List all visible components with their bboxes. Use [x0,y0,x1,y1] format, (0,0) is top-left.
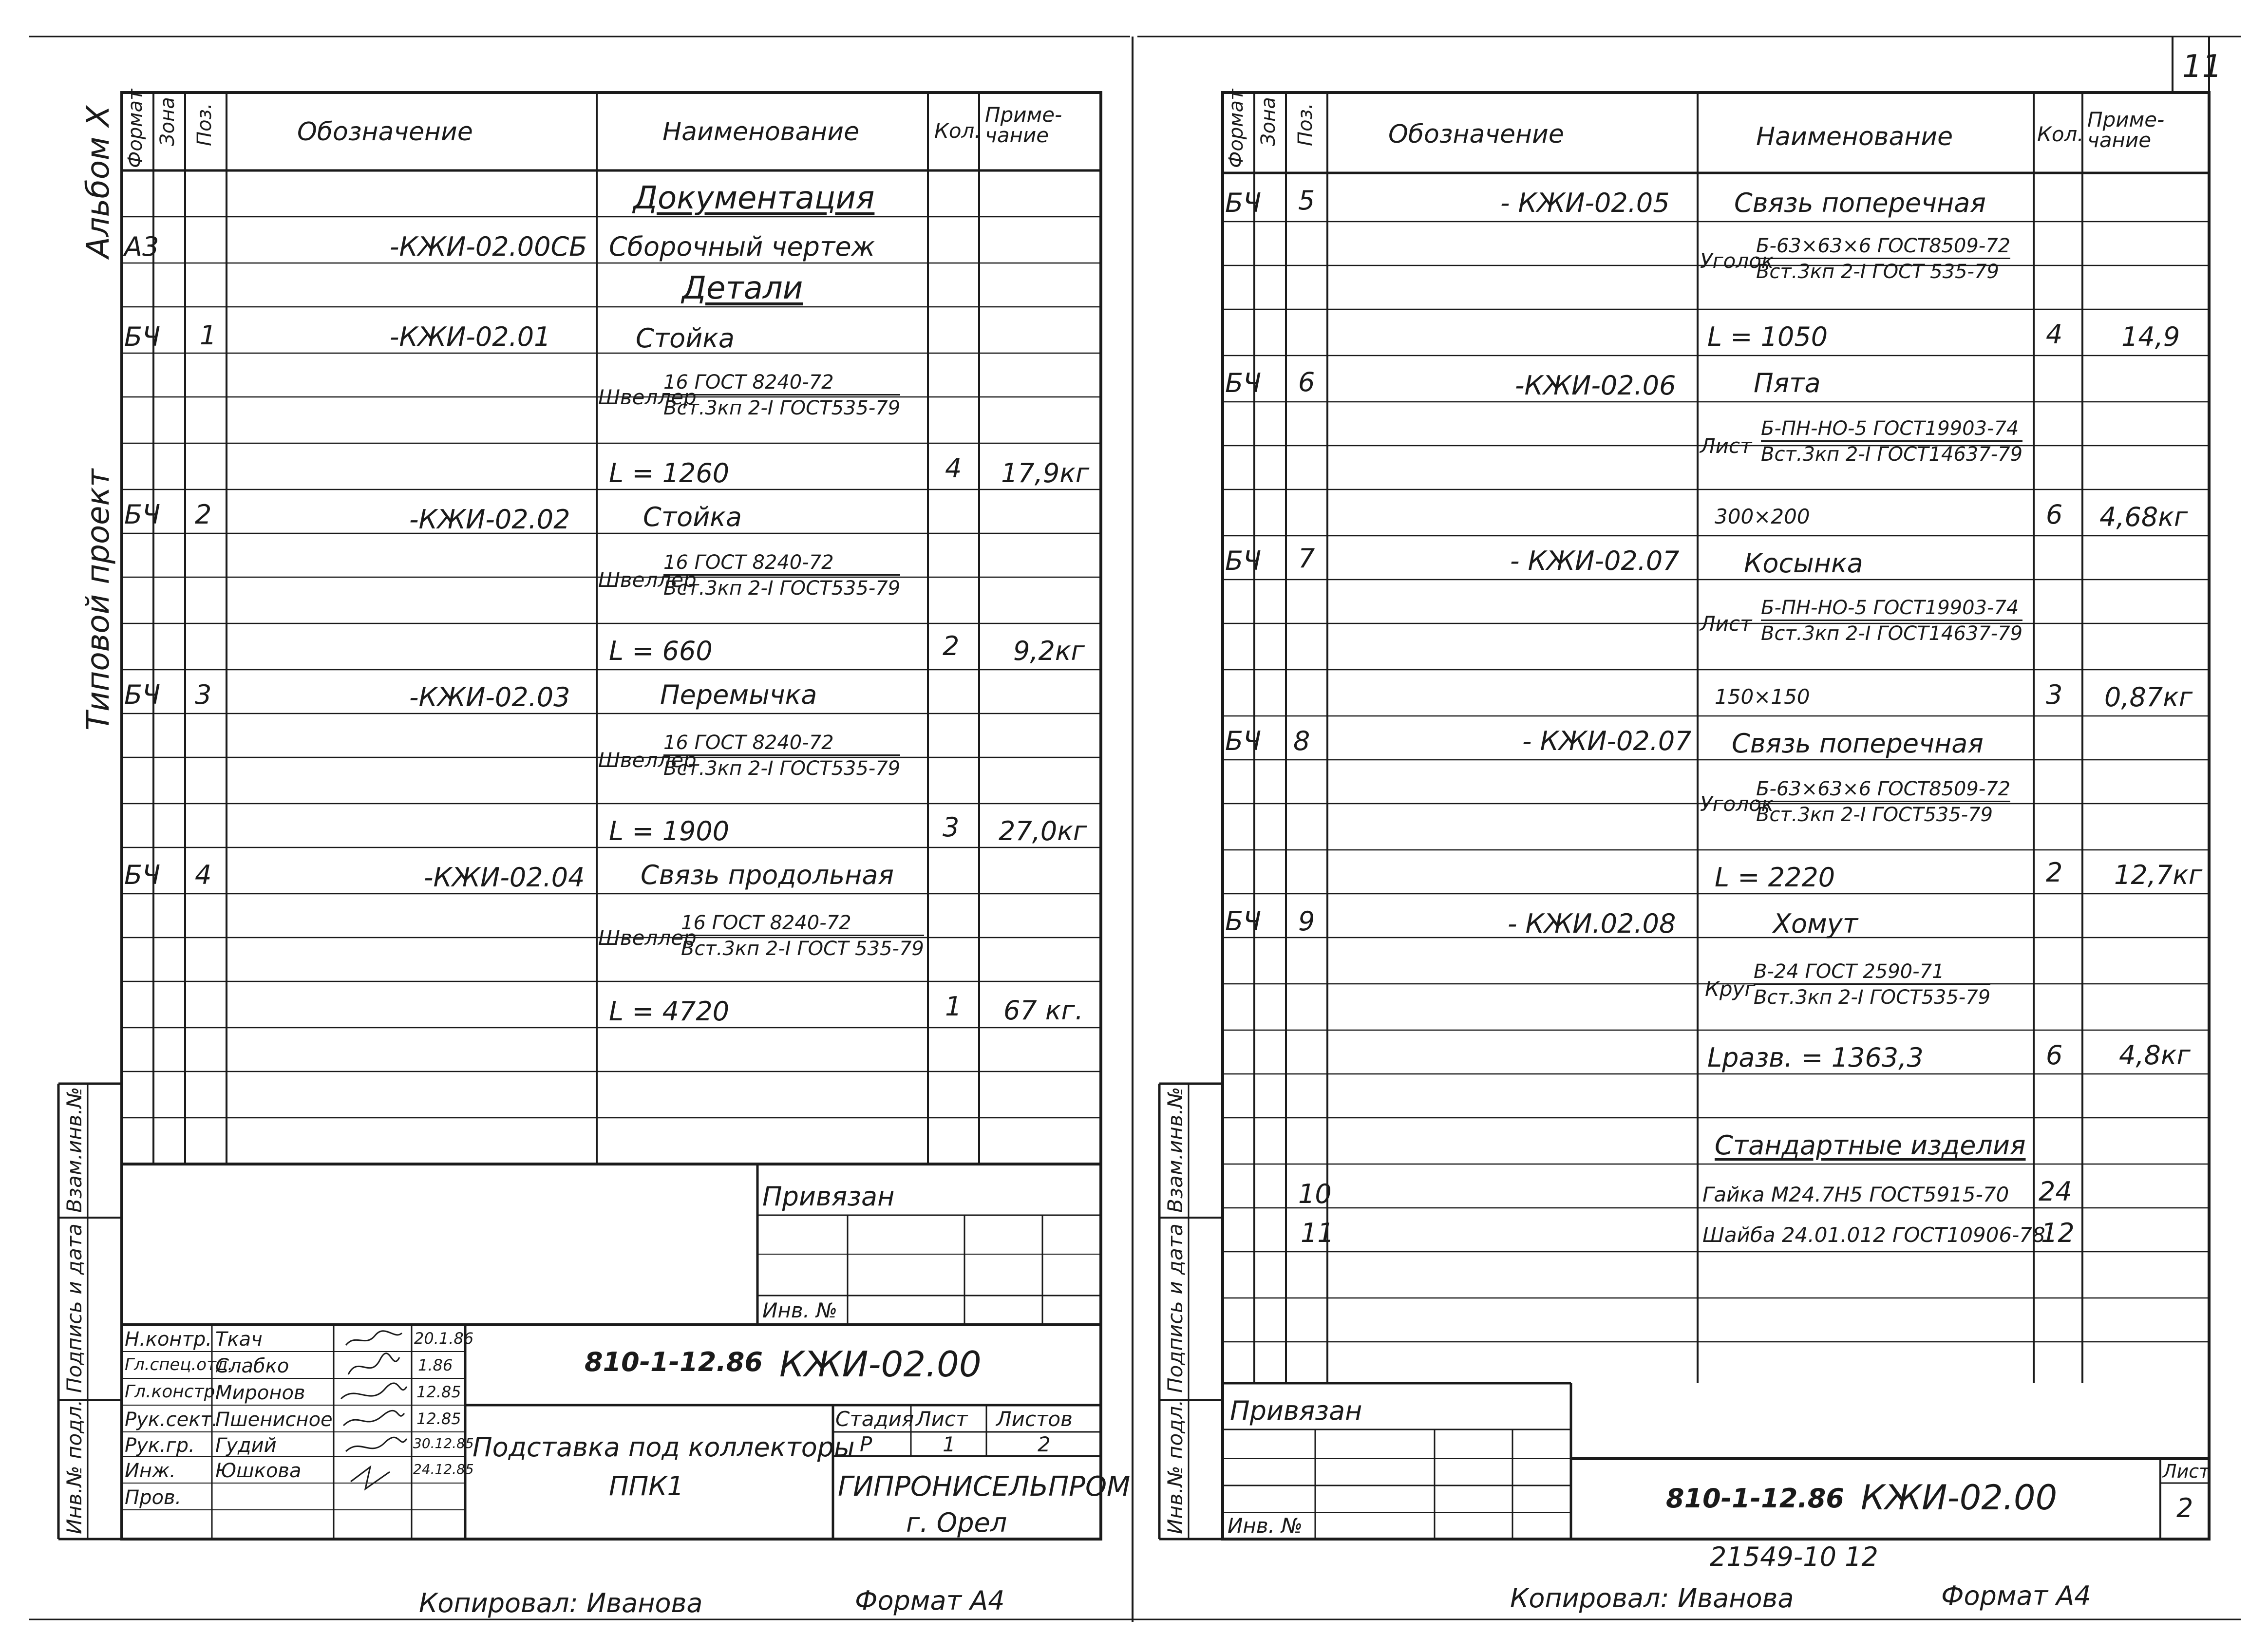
date-6: 24.12.85 [413,1461,474,1477]
part6-designation: -КЖИ-02.06 [1515,370,1676,401]
part7-profile: Лист [1700,612,1752,636]
part5-length: L = 1050 [1707,321,1828,352]
part8-length: L = 2220 [1715,862,1835,893]
part6-format: БЧ [1225,368,1262,398]
role-gl-konstr: Гл.констр. [125,1382,221,1402]
part3-name: Перемычка [660,679,817,710]
r-header-qty: Кол. [2037,122,2084,146]
part2-name: Стойка [643,502,742,532]
part3-spec: 16 ГОСТ 8240-72 Вст.3кп 2-I ГОСТ535-79 [663,732,901,780]
name-4: Пшенисное [215,1409,333,1431]
part8-spec: Б-63×63×6 ГОСТ8509-72 Вст.3кп 2-I ГОСТ535-79 [1756,778,2011,826]
part2-spec: 16 ГОСТ 8240-72 Вст.3кп 2-I ГОСТ535-79 [663,551,901,600]
signatures [336,1326,409,1511]
privyazan-label: Привязан [762,1181,895,1212]
part3-pos: 3 [195,679,212,710]
part9-format: БЧ [1225,906,1262,937]
sheet-label: Лист [916,1407,968,1431]
part6-pos: 6 [1298,367,1315,397]
format-a4: Формат А4 [855,1585,1005,1616]
part5-note: 14,9 [2121,321,2180,352]
part8-name: Связь поперечная [1732,728,1984,759]
date-2: 1.86 [418,1356,453,1374]
part9-pos: 9 [1298,906,1315,937]
part6-name: Пята [1754,368,1821,398]
part6-spec: Б-ПН-НО-5 ГОСТ19903-74 Вст.3кп 2-I ГОСТ14637-79 [1761,417,2023,466]
part4-qty: 1 [945,991,962,1022]
section-standard-items: Стандартные изделия [1715,1130,2026,1161]
row-designation: -КЖИ-02.00СБ [390,231,587,262]
part9-note: 4,8кг [2119,1040,2191,1071]
part3-designation: -КЖИ-02.03 [409,682,570,713]
part6-profile: Лист [1700,434,1752,458]
part2-profile: Швеллер [598,568,697,592]
part1-profile: Швеллер [598,385,697,409]
part8-designation: - КЖИ-02.07 [1522,726,1692,756]
inv-replace-label: Взам.инв.№ [62,1087,86,1213]
doc-mark: КЖИ-02.00 [779,1344,982,1385]
city: г. Орел [906,1507,1007,1538]
row-name: Сборочный чертеж [609,231,875,262]
section-parts: Детали [682,270,803,306]
header-designation: Обозначение [297,117,473,147]
r-header-name: Наименование [1756,122,1953,151]
part5-profile: Уголок [1700,249,1774,273]
header-format: Формат [124,89,147,168]
name-2: Слабко [215,1355,289,1377]
r-header-zone: Зона [1257,97,1280,146]
part1-designation: -КЖИ-02.01 [390,321,551,352]
part7-name: Косынка [1744,548,1863,579]
part1-format: БЧ [124,321,161,352]
role-prov: Пров. [125,1486,182,1509]
item11-name: Шайба 24.01.012 ГОСТ10906-78 [1702,1223,2045,1247]
part4-pos: 4 [195,860,212,890]
part2-pos: 2 [195,499,212,530]
part1-length: L = 1260 [609,458,730,489]
part3-format: БЧ [124,679,161,710]
role-ruk-gr: Рук.гр. [125,1434,195,1457]
role-n-kontr: Н.контр. [125,1328,212,1351]
project-type-label: Типовой проект [80,469,116,731]
r-sign-date-label: Подпись и дата [1163,1223,1187,1393]
copied-by: Копировал: Иванова [419,1588,703,1618]
part1-name: Стойка [636,323,735,354]
r-header-designation: Обозначение [1388,120,1564,149]
part9-name: Хомут [1773,908,1858,939]
part3-qty: 3 [943,812,960,843]
part2-designation: -КЖИ-02.02 [409,504,570,535]
header-qty: Кол. [934,119,981,143]
part6-note: 4,68кг [2099,502,2188,532]
name-5: Гудий [215,1434,277,1457]
name-1: Ткач [215,1328,263,1351]
part5-spec: Б-63×63×6 ГОСТ8509-72 Вст.3кп 2-I ГОСТ 535-79 [1756,235,2011,283]
sheets-label: Листов [996,1407,1073,1431]
part9-spec: В-24 ГОСТ 2590-71 Вст.3кп 2-I ГОСТ535-79 [1754,960,1991,1009]
part9-qty: 6 [2046,1040,2063,1071]
role-gl-spec: Гл.спец.отд. [125,1355,233,1374]
part4-name: Связь продольная [641,860,894,890]
r-copied-by: Копировал: Иванова [1510,1583,1794,1614]
part4-profile: Швеллер [598,926,697,950]
item11-pos: 11 [1301,1218,1334,1248]
part3-profile: Швеллер [598,748,697,772]
date-4: 12.85 [416,1409,461,1428]
part4-spec: 16 ГОСТ 8240-72 Вст.3кп 2-I ГОСТ 535-79 [681,912,924,960]
part1-note: 17,9кг [1001,458,1090,489]
header-zone: Зона [156,97,179,146]
header-pos: Поз. [193,103,216,146]
inv-original-label: Инв.№ подл. [62,1399,86,1534]
part7-size: 150×150 [1715,685,1810,709]
role-ruk-sekt: Рук.сект. [125,1409,218,1431]
row-format: А3 [124,231,159,262]
part5-format: БЧ [1225,188,1262,218]
part4-designation: -КЖИ-02.04 [424,862,585,893]
part5-pos: 5 [1298,185,1315,216]
r-header-format: Формат [1225,89,1247,168]
part8-qty: 2 [2046,857,2063,888]
header-note: Приме- чание [985,103,1062,147]
part1-qty: 4 [945,453,962,484]
part7-designation: - КЖИ-02.07 [1510,545,1680,576]
r-sheet-value: 2 [2176,1493,2193,1523]
part8-note: 12,7кг [2114,860,2203,890]
r-format-a4: Формат А4 [1941,1580,2091,1611]
part9-designation: - КЖИ.02.08 [1508,908,1676,939]
role-inzh: Инж. [125,1460,176,1482]
archive-number: 21549-10 12 [1710,1541,1878,1572]
r-sheet-label: Лист [2163,1461,2210,1482]
stage-label: Стадия [835,1407,914,1431]
part8-profile: Уголок [1700,792,1774,816]
r-inv-replace-label: Взам.инв.№ [1163,1087,1187,1213]
r-inv-no-label: Инв. № [1228,1514,1303,1538]
name-3: Миронов [215,1382,305,1404]
stage-value: Р [860,1432,872,1456]
organization: ГИПРОНИСЕЛЬПРОМ [838,1471,1131,1503]
part1-pos: 1 [200,320,217,351]
part2-length: L = 660 [609,636,713,666]
part9-length: Lразв. = 1363,3 [1707,1042,1924,1073]
item10-pos: 10 [1298,1179,1332,1209]
part2-note: 9,2кг [1013,636,1085,666]
part7-format: БЧ [1225,545,1262,576]
r-header-pos: Поз. [1294,103,1317,146]
r-doc-code: 810-1-12.86 [1666,1483,1844,1514]
r-header-note: Приме- чание [2087,108,2165,152]
sheets-value: 2 [1038,1432,1051,1456]
part3-length: L = 1900 [609,816,730,846]
part1-spec: 16 ГОСТ 8240-72 Вст.3кп 2-I ГОСТ535-79 [663,371,901,419]
part4-length: L = 4720 [609,996,730,1027]
part7-note: 0,87кг [2104,682,2193,713]
part7-pos: 7 [1298,543,1315,574]
title-line2: ППК1 [609,1471,684,1502]
part6-size: 300×200 [1715,505,1810,528]
part4-note: 67 кг. [1003,995,1084,1026]
section-documentation: Документация [633,180,875,216]
part9-profile: Круг [1705,977,1756,1001]
header-name: Наименование [662,117,860,147]
part8-format: БЧ [1225,726,1262,756]
date-5: 30.12.85 [413,1435,474,1451]
part5-name: Связь поперечная [1734,188,1986,218]
part5-designation: - КЖИ-02.05 [1500,188,1670,218]
name-6: Юшкова [215,1460,302,1482]
part7-spec: Б-ПН-НО-5 ГОСТ19903-74 Вст.3кп 2-I ГОСТ14637-79 [1761,597,2023,645]
title-line1: Подставка под коллекторы [472,1432,855,1463]
sheet-value: 1 [943,1432,956,1456]
part6-qty: 6 [2046,499,2063,530]
part7-qty: 3 [2046,679,2063,710]
item11-qty: 12 [2041,1218,2075,1248]
item10-qty: 24 [2039,1176,2072,1207]
part5-qty: 4 [2046,319,2063,350]
part2-format: БЧ [124,499,161,530]
page-number: 11 [2182,49,2222,85]
doc-code: 810-1-12.86 [585,1347,763,1377]
sign-date-label: Подпись и дата [62,1223,86,1393]
inv-no-label: Инв. № [762,1298,838,1322]
item10-name: Гайка М24.7Н5 ГОСТ5915-70 [1702,1183,2009,1206]
album-label: Альбом X [80,105,116,258]
part8-pos: 8 [1293,726,1310,756]
part2-qty: 2 [943,631,960,661]
r-inv-original-label: Инв.№ подл. [1163,1399,1187,1534]
r-privyazan-label: Привязан [1230,1395,1362,1426]
part3-note: 27,0кг [999,816,1087,846]
part4-format: БЧ [124,860,161,890]
r-doc-mark: КЖИ-02.00 [1861,1478,2058,1518]
date-1: 20.1.86 [414,1329,474,1348]
date-3: 12.85 [416,1383,461,1401]
